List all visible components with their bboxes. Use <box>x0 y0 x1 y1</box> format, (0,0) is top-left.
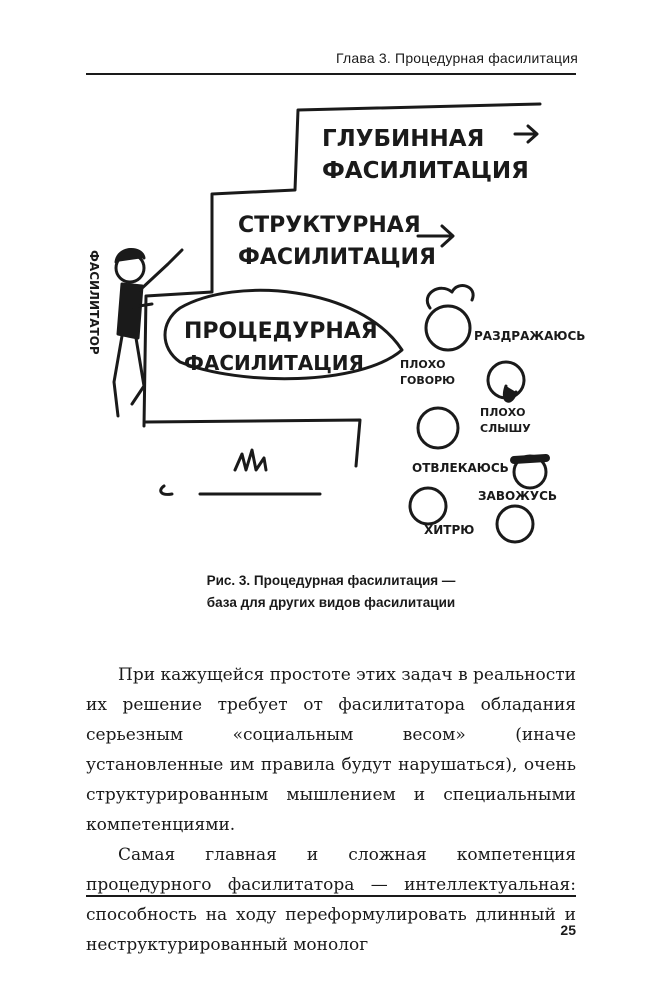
proc-label-2: ФАСИЛИТАЦИЯ <box>184 351 364 375</box>
reaction-distracted: ОТВЛЕКАЮСЬ <box>412 461 509 475</box>
reaction-speak-badly-2: ГОВОРЮ <box>400 374 456 387</box>
footer-rule <box>86 895 576 897</box>
struct-arrow <box>418 226 453 246</box>
figure-caption <box>86 570 576 614</box>
facilitator-label: ФАСИЛИТАТОР <box>87 250 101 355</box>
head-hear-badly <box>418 408 458 448</box>
caption-line-2: база для других видов фасилитации <box>206 595 456 610</box>
head-cunning <box>497 506 533 542</box>
header-rule <box>86 73 576 75</box>
facilitator-legs <box>114 336 144 416</box>
struct-label-1: СТРУКТУРНАЯ <box>238 213 421 238</box>
head-excited <box>410 488 446 524</box>
reaction-cunning: ХИТРЮ <box>424 523 475 537</box>
facilitation-diagram <box>60 86 620 566</box>
deep-label-2: ФАСИЛИТАЦИЯ <box>322 158 529 184</box>
body-text <box>86 660 576 960</box>
facilitator-arm <box>140 250 182 290</box>
struct-label-2: ФАСИЛИТАЦИЯ <box>238 245 436 270</box>
figure-illustration <box>60 86 620 566</box>
reaction-irritated: РАЗДРАЖАЮСЬ <box>474 329 586 343</box>
hat-distracted <box>514 458 546 460</box>
running-head: Глава 3. Процедурная фасилитация <box>335 50 578 66</box>
reaction-excited: ЗАВОЖУСЬ <box>478 489 558 503</box>
reaction-speak-badly-1: ПЛОХО <box>400 358 446 371</box>
facilitator-body <box>118 284 142 338</box>
tongue <box>504 386 516 401</box>
ground-line <box>161 486 320 494</box>
caption-line-1: Рис. 3. Процедурная фасилитация — <box>206 573 456 588</box>
reaction-hear-badly-2: СЛЫШУ <box>480 422 531 435</box>
grass-tuft <box>235 450 266 470</box>
deep-arrow <box>515 126 537 142</box>
reaction-hear-badly-1: ПЛОХО <box>480 406 526 419</box>
paragraph-2: Самая главная и сложная компетенция процедурного фасилитатора — интеллектуальная: способность на ходу переформулировать длинный и неструктурированный монолог <box>86 845 576 955</box>
head-irritated <box>426 306 470 350</box>
deep-label-1: ГЛУБИННАЯ <box>322 126 485 152</box>
proc-label-1: ПРОЦЕДУРНАЯ <box>184 319 378 344</box>
page-number: 25 <box>560 922 576 938</box>
paragraph-1: При кажущейся простоте этих задач в реальности их решение требует от фасилитатора обладания серьезным «социальным весом» (иначе установленные им правила будут нарушаться), очень структурированным мышлением и специальными компетенциями. <box>86 665 576 835</box>
